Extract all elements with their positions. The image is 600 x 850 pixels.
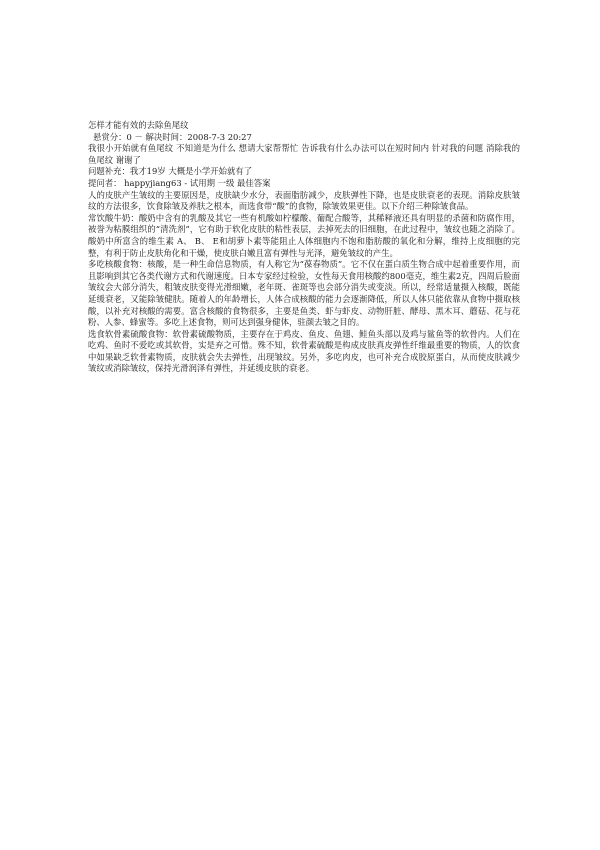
question-meta: 悬赏分：0 － 解决时间：2008-7-3 20:27 bbox=[93, 131, 252, 142]
answer-paragraph: 人的皮肤产生皱纹的主要原因是，皮肤缺少水分，表面脂肪减少，皮肤弹性下降，也是皮肤衰老的表现。消除皮肤皱纹的方法很多，饮食除皱及养肤之根本，而选食带“酸”的食物，除皱效果更佳。以下介绍三种除皱食品。 bbox=[88, 189, 520, 212]
question-body: 我很小开始就有鱼尾纹 不知道是为什么 想请大家帮帮忙 告诉我有什么办法可以在短时间内 针对我的问题 消除我的鱼尾纹 谢谢了 bbox=[88, 143, 520, 165]
answer-paragraph: 多吃核酸食物：核酸，是一种生命信息物质，有人称它为“葆春物质”。它不仅在蛋白质生物合成中起着重要作用，而且影响到其它各类代谢方式和代谢速度。日本专家经过检验，女性每天食用核酸约800毫克，维生素2克，四周后脸面皱纹会大部分消失，粗皱皮肤变得光滑细嫩，老年斑、雀斑等也会部分消失或变淡。所以，经常适量摄入核酸，既能延缓衰老，又能除皱健肤。随着人的年龄增长，人体合成核酸的能力会逐渐降低，所以人体只能依靠从食物中摄取核酸，以补充对核酸的需要。富含核酸的食物很多，主要是鱼类、虾与虾皮、动物肝脏、酵母、黑木耳、蘑菇、花与花粉、人参、蜂蜜等。多吃上述食物，则可达到强身健体，驻颜去皱之目的。 bbox=[88, 259, 520, 328]
answer-paragraph: 常饮酸牛奶：酸奶中含有的乳酸及其它一些有机酸如柠檬酸、葡配合酸等，其稀释液还具有明显的杀菌和防腐作用，被誉为粘膜组织的“清洗剂”，它有助于软化皮肤的粘性表层，去掉死去的旧细胞，在此过程中，皱纹也随之消除了。酸奶中所富含的维生素 A、 B、 E和胡萝卜素等能阻止人体细胞内不饱和脂肪酸的氧化和分解，维持上皮细胞的完整，有利于防止皮肤角化和干燥，使皮肤白嫩且富有弹性与光泽，避免皱纹的产生。 bbox=[88, 212, 520, 258]
question-title: 怎样才能有效的去除鱼尾纹 bbox=[88, 120, 189, 130]
asker-line: 提问者： happyjiang63 - 试用期 一级 最佳答案 bbox=[88, 177, 271, 188]
document-page bbox=[88, 120, 520, 375]
question-supplement: 问题补充：我才19岁 大概是小学开始就有了 bbox=[88, 166, 253, 177]
answer-paragraph: 选食软骨素硫酸食物：软骨素硫酸物质，主要存在于鸡皮、鱼皮、鱼翅、鲑鱼头部以及鸡与鲨鱼等的软骨内。人们在吃鸡、鱼时不爱吃或其软骨，实是弃之可惜。殊不知，软骨素硫酸是构成皮肤真皮弹性纤维最重要的物质，人的饮食中如果缺乏软骨素物质，皮肤就会失去弹性，出现皱纹。另外，多吃肉皮，也可补充合成胶原蛋白，从而使皮肤减少皱纹或消除皱纹，保持光滑润泽有弹性，并延缓皮肤的衰老。 bbox=[88, 328, 520, 374]
